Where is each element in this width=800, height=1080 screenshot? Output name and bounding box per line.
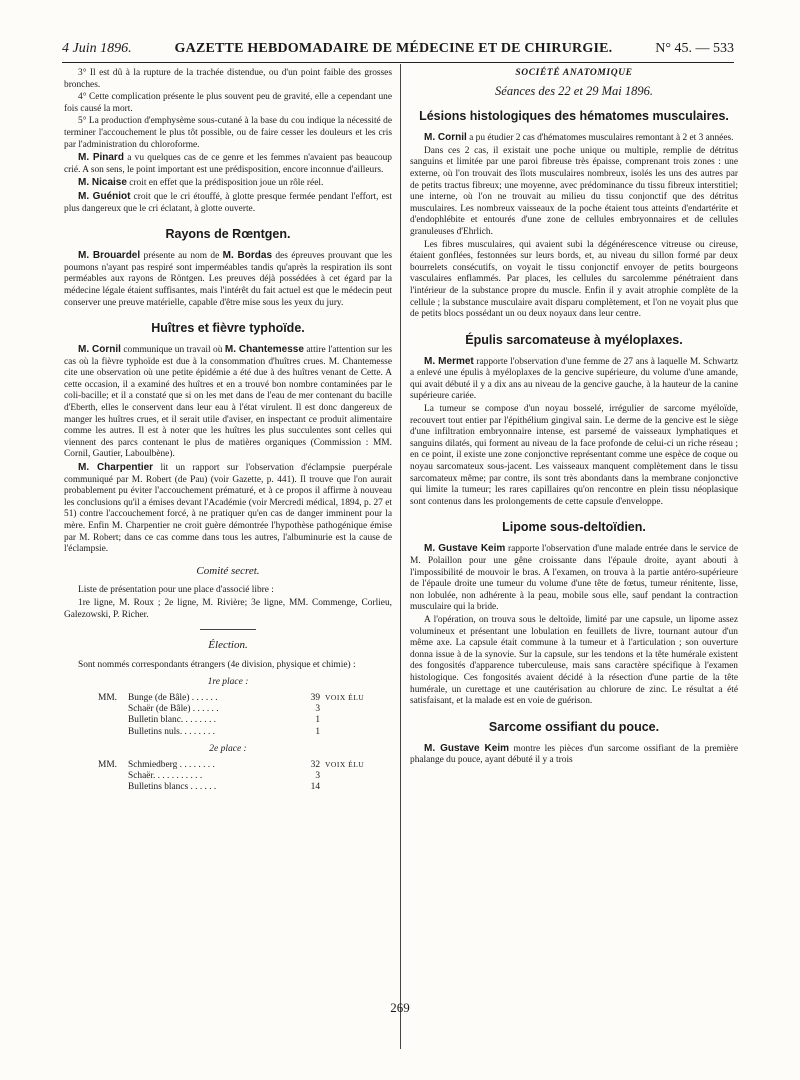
vote-row [98,715,392,727]
vote-count: 14 [310,782,320,793]
paragraph-text: des épreuves prouvant que les poumons n'ayant pas respiré sont imperméables tandis qu'après la respiration ils sont perméables aux rayons de Röntgen. Les preuves déjà possédées à cet égard par la médecine légale étaient suffisantes, mais l'intérêt du fait actuel est que le médecin peut conserver une preuve matérielle, capable d'être mise sous les yeux du jury. [64,251,392,308]
vote-table-1 [98,692,392,738]
paragraph: Les fibres musculaires, qui avaient subi la dégénérescence vitreuse ou cireuse, étaient gonflées, festonnées sur leurs bords, et, au niveau du sillon formé par deux bourrelets consécutifs, on voyait le tissu conjonctif envoyer de petits bourgeons vasculaires enflammés. Par places, les cellules du sarcolemme pénétraient dans l'intérieur de la substance propre du muscle. Enfin il y avait atrophie complète de la cellule ; la substance musculaire avait disparu complètement, et l'on ne voyait plus que de petits blocs possédant un ou deux noyaux dans leur centre. [410,239,738,320]
vote-name: Bulletins nuls. . . . . . . . [128,726,215,737]
issue-number: N° 45. — 533 [655,41,734,56]
vote-name: Schaër. . . . . . . . . . . [128,770,203,781]
vote-row [98,759,392,771]
vote-count: 1 [315,726,320,737]
speaker-name: M. Gustave Keim [424,543,506,555]
paragraph [64,191,392,215]
header-date: 4 Juin 1896. [62,41,132,56]
paragraph [410,356,738,403]
paragraph: La tumeur se compose d'un noyau bosselé, irrégulier de sarcome myéloïde, recouvert tout entier par l'épithélium gingival sain. Le derme de la gencive est le siège d'une infiltration embryonnaire intense, est parsemé de vaisseaux lymphatiques et sanguins dilatés, qui forment au niveau de la face profonde de celui-ci un riche réseau ; en ce point, il existe une zone conjonctive représentant comme une espèce de coque ou noyau sarcomateux sous-jacent. Les vaisseaux manquent complètement dans le tissu sarcomateux même; par contre, ils sont très abondants dans la membrane conjonctive qui limite la tumeur; les rares capillaires qu'on rencontre en plein tissu néoplasique sont contenus dans les prolongements de cette capsule d'enveloppe. [410,404,738,507]
paragraph-text: croit que le cri étouffé, à glotte presque fermée pendant l'effort, est plus dangereux que le cri éclatant, à glotte ouverte. [64,191,392,214]
vote-count: 32 [310,759,320,770]
speaker-name: M. Chantemesse [224,344,304,356]
place-label: 2e place : [209,744,247,755]
paragraph [410,132,738,145]
paragraph: Sont nommés correspondants étrangers (4e division, physique et chimie) : [78,659,356,670]
speaker-name: M. Pinard [78,152,124,164]
speaker-name: M. Nicaise [78,177,127,189]
vote-row [98,727,392,739]
society-heading: SOCIÉTÉ ANATOMIQUE [515,68,633,78]
section-title-epulis: Épulis sarcomateuse à myéloplaxes. [465,332,683,347]
paragraph [64,250,392,309]
paragraph: 1re ligne, M. Roux ; 2e ligne, M. Rivière; 3e ligne, MM. Commenge, Corlieu, Galezowski, P. Richer. [64,597,392,620]
vote-row [98,771,392,783]
journal-title: GAZETTE HEBDOMADAIRE DE MÉDECINE ET DE CHIRURGIE. [174,41,613,56]
paragraph-text: rapporte l'observation d'une malade entrée dans le service de M. Polaillon pour une gêne croissante dans l'épaule droite, ayant abouti à l'impossibilité de mouvoir le bras. A l'examen, on trouva à la partie antéro-supérieure de l'épaule droite une tumeur du volume d'une tête de fœtus, tumeur rénitente, lisse, non lobulée, non adhérente à la peau, mobile sous elle, sauf pendant la contraction musculaire qui la bride. [410,544,738,613]
column-divider [400,64,401,1049]
place-label: 1re place : [207,677,249,688]
paragraph: Liste de présentation pour une place d'associé libre : [78,585,274,596]
speaker-name: M. Charpentier [78,462,154,474]
paragraph [410,743,738,767]
speaker-name: M. Mermet [424,355,474,367]
vote-count: 39 [310,692,320,703]
left-column [64,68,392,794]
speaker-name: M. Brouardel [78,250,141,262]
paragraph [64,177,392,190]
vote-prefix: MM. [98,692,118,703]
paragraph: Dans ces 2 cas, il existait une poche unique ou multiple, remplie de détritus sanguins et limitée par une paroi fibreuse très épaisse, comprenant trois zones : une externe, où l'on trouvait des îlots musculaires nombreux, isolés les uns des autres par de petits tractus fibreux; une moyenne, avec prédominance du tissu fibreux interstitiel; une interne, où l'on ne trouvait au milieu du tissu conjonctif que des détritus musculaires. Les nombreux vaisseaux de la poche étaient tous atteints d'endartérite et d'endophlébite et entourés d'une zone de cellules embryonnaires et de cellules granuleuses d'Ehrlich. [410,145,738,237]
vote-table-2 [98,759,392,794]
vote-count: 1 [315,715,320,726]
right-column [410,68,738,768]
vote-name: Bulletins blancs . . . . . . [128,782,217,793]
speaker-name: M. Guéniot [78,190,131,202]
paragraph-text: présente au nom de [140,251,223,262]
paragraph: A l'opération, on trouva sous le deltoïde, limité par une capsule, un lipome assez volumineux et présentant une lobulation en feuillets de livre, tournant autour d'un même axe. La capsule était commune à la tumeur et à l'articulation ; son ouverture donna issue à de la synovie. Sur la capsule, sur les tendons et la tête humérale existent des fongosités d'apparence tuberculeuse, mais sans caractère spécifique à l'examen histologique. Ces fongosités avaient décidé à la résection d'une partie de la tête humérale, un curettage et une cautérisation au chlorure de zinc. Le résultat a été satisfaisant, et la malade est en voie de guérison. [410,614,738,707]
vote-row [98,782,392,794]
paragraph [64,344,392,461]
speaker-name: M. Cornil [424,132,467,144]
paragraph [64,462,392,556]
header-rule [62,62,734,63]
section-title-sarcome: Sarcome ossifiant du pouce. [488,719,660,734]
paragraph-text: croit en effet que la prédisposition joue un rôle réel. [126,178,324,189]
section-title-election: Élection. [208,639,248,652]
vote-note: VOIX ÉLU [325,692,365,702]
section-title-rayons: Rayons de Rœntgen. [165,227,291,242]
vote-count: 3 [315,770,320,781]
section-title-lesions: Lésions histologiques des hématomes musculaires. [419,109,729,124]
paragraph: 5° La production d'emphysème sous-cutané à la base du cou indique la nécessité de terminer l'accouchement le plus tôt possible, ou de faire cesser les douleurs et les cris par l'administration du chloroforme. [64,116,392,150]
vote-name: Bulletin blanc. . . . . . . . [128,715,217,726]
section-title-comite: Comité secret. [196,564,260,577]
vote-prefix: MM. [98,759,118,770]
vote-name: Schaër (de Bâle) . . . . . . [128,703,219,714]
vote-name: Bunge (de Bâle) . . . . . . [128,692,218,703]
paragraph-text: communique un travail où [120,345,225,356]
paragraph-text: a pu étudier 2 cas d'hématomes musculaires remontant à 2 et 3 années. [466,133,734,144]
paragraph: 3° Il est dû à la rupture de la trachée distendue, ou d'un point faible des grosses bronches. [64,68,392,90]
vote-note: VOIX ÉLU [325,759,365,769]
vote-name: Schmiedberg . . . . . . . . [128,759,215,770]
paragraph-text: rapporte l'observation d'une femme de 27 ans à laquelle M. Schwartz a enlevé une épulis à myéloplaxes de la gencive supérieure, du volume d'une amande, qui avait débuté il y a dix ans au niveau de la gencive gauche, à la hauteur de la canine supérieure cariée. [410,356,739,402]
paragraph [410,543,738,614]
speaker-name: M. Cornil [78,344,121,356]
page-header [62,38,734,60]
paragraph: 4° Cette complication présente le plus souvent peu de gravité, elle a cependant une fois causé la mort. [64,92,392,114]
speaker-name: M. Gustave Keim [424,742,509,754]
paragraph-text: a vu quelques cas de ce genre et les femmes n'avaient pas beaucoup crié. A son sens, le point important est une prédisposition, encore inconnue d'ailleurs. [64,153,392,175]
vote-count: 3 [315,703,320,714]
paragraph [64,152,392,176]
page-number: 269 [390,1000,410,1015]
vote-row [98,692,392,704]
section-title-lipome: Lipome sous-deltoïdien. [502,520,646,535]
section-rule [200,629,256,630]
vote-row [98,704,392,716]
session-dates: Séances des 22 et 29 Mai 1896. [495,83,653,98]
paragraph-text: attire l'attention sur les cas où la fièvre typhoïde est due à la consommation d'huîtres crues. M. Chantemesse cite une observation où une petite épidémie a été due à des huîtres venant de Cette. A cette occasion, il a examiné des huîtres et en a trouvé bon nombre contaminées par le coli-bacille; et il a constaté que si on les met dans de l'eau de mer contenant du bacille d'Eberth, elles le conservent dans leur eau à l'état virulent. Il est donc dangereux de manger les huîtres crues, et il serait utile d'aviser, en inspectant ce produit alimentaire comme les autres. Il est à noter que les huîtres les plus succulentes sont celles qui viennent des parcs contenant le plus de matières organiques (Commission : MM. Cornil, Gautier, Laboulbène). [64,345,393,460]
paragraph-text: montre les pièces d'un sarcome ossifiant de la première phalange du pouce, ayant débuté il y a trois [410,743,738,766]
section-title-huitres: Huîtres et fièvre typhoïde. [151,321,305,336]
paragraph-text: lit un rapport sur l'observation d'éclampsie puerpérale communiqué par M. Robert (de Pau) (voir Gazette, p. 441). Il trouve que l'on aurait probablement pu éviter l'accouchement prématuré, et à ce propos il affirme à nouveau les conclusions qu'il a émises devant l'Académie (voir Mercredi médical, 1894, p. 27 et 51) contre l'accouchement forcé, à ne pratiquer qu'en cas de danger imminent pour la mère. Enfin M. Charpentier ne croit guère démontrée l'hypothèse pathogénique émise par M. Robert; dans ce cas comme dans tous les autres, l'albuminurie est la cause de l'éclampsie. [64,463,392,555]
speaker-name: M. Bordas [222,250,273,262]
